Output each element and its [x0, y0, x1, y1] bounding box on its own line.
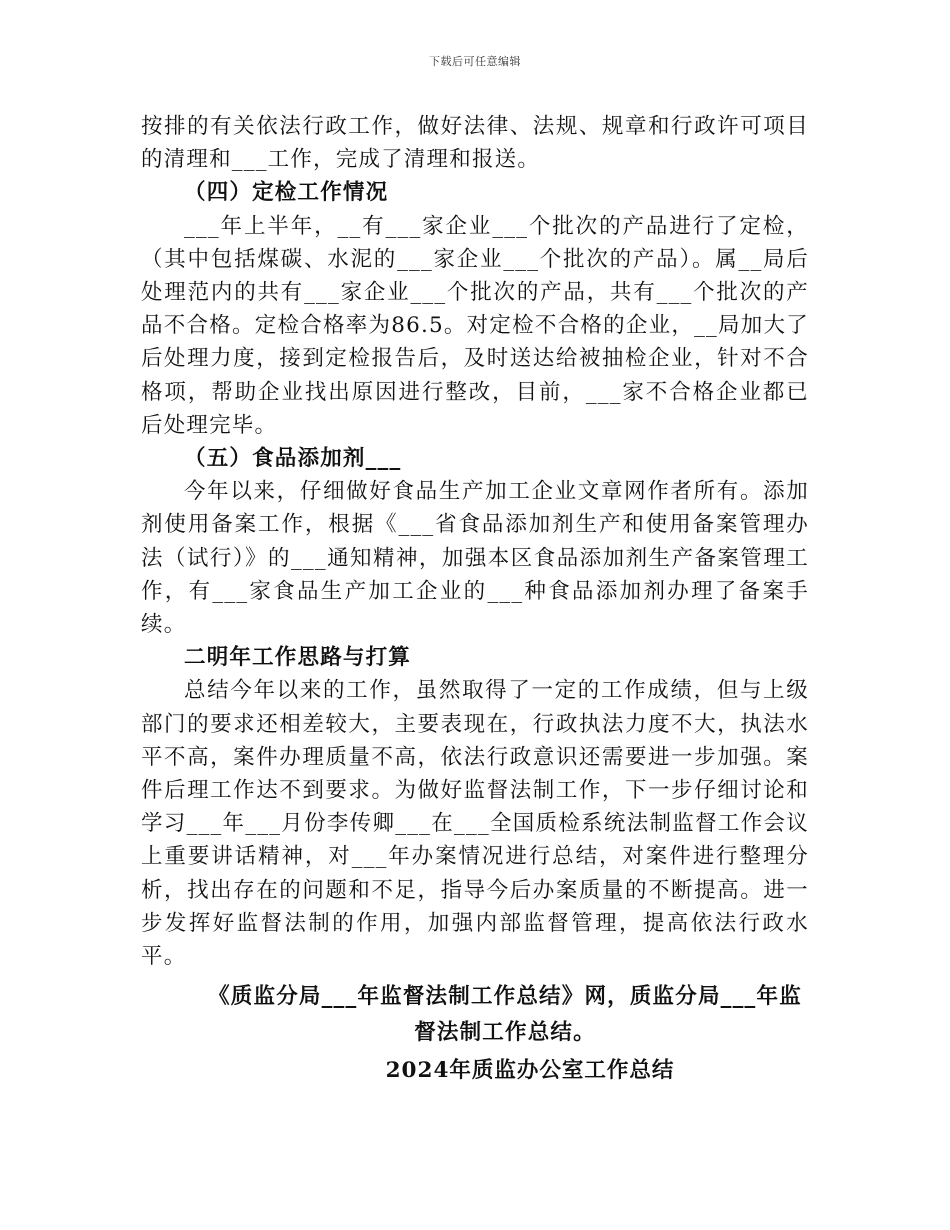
part-heading-2: 二明年工作思路与打算: [184, 645, 412, 671]
closing-line: 《质监分局___年监督法制工作总结》网，质监分局___年监督法制工作总结。: [208, 984, 802, 1046]
paragraph-next-year-plan: 总结今年以来的工作，虽然取得了一定的工作成绩，但与上级部门的要求还相差较大，主要表现在，行政执法力度不大，执法水平不高，案件办理质量不高，依法行政意识还需要进一步加强。案件后理工作达不到要求。为做好监督法制工作，下一步仔细讨论和学习___年___月份李传卿___在___全国质检系统法制监督工作会议上重要讲话精神，对___年办案情况进行总结，对案件进行整理分析，找出存在的问题和不足，指导今后办案质量的不断提高。进一步发挥好监督法制的作用，加强内部监督管理，提高依法行政水平。: [141, 678, 809, 970]
paragraph-continuation: 按排的有关依法行政工作，做好法律、法规、规章和行政许可项目的清理和___工作，完成了清理和报送。: [141, 114, 809, 173]
header-note: 下载后可任意编辑: [429, 55, 521, 68]
document-body: [141, 110, 809, 1089]
next-document-title: 2024年质监办公室工作总结: [385, 1058, 675, 1084]
section-heading-5: （五）食品添加剂___: [184, 446, 402, 472]
paragraph-inspection: ___年上半年，__有___家企业___个批次的产品进行了定检，（其中包括煤碳、水泥的___家企业___个批次的产品）。属__局后处理范内的共有___家企业___个批次的产品，共有___个批次的产品不合格。定检合格率为86.5。对定检不合格的企业，__局加大了后处理力度，接到定检报告后，及时送达给被抽检企业，针对不合格项，帮助企业找出原因进行整改，目前，___家不合格企业都已后处理完毕。: [141, 213, 809, 438]
paragraph-food-additives: 今年以来，仔细做好食品生产加工企业文章网作者所有。添加剂使用备案工作，根据《___省食品添加剂生产和使用备案管理办法（试行）》的___通知精神，加强本区食品添加剂生产备案管理工作，有___家食品生产加工企业的___种食品添加剂办理了备案手续。: [141, 479, 809, 638]
section-heading-4: （四）定检工作情况: [184, 180, 389, 206]
